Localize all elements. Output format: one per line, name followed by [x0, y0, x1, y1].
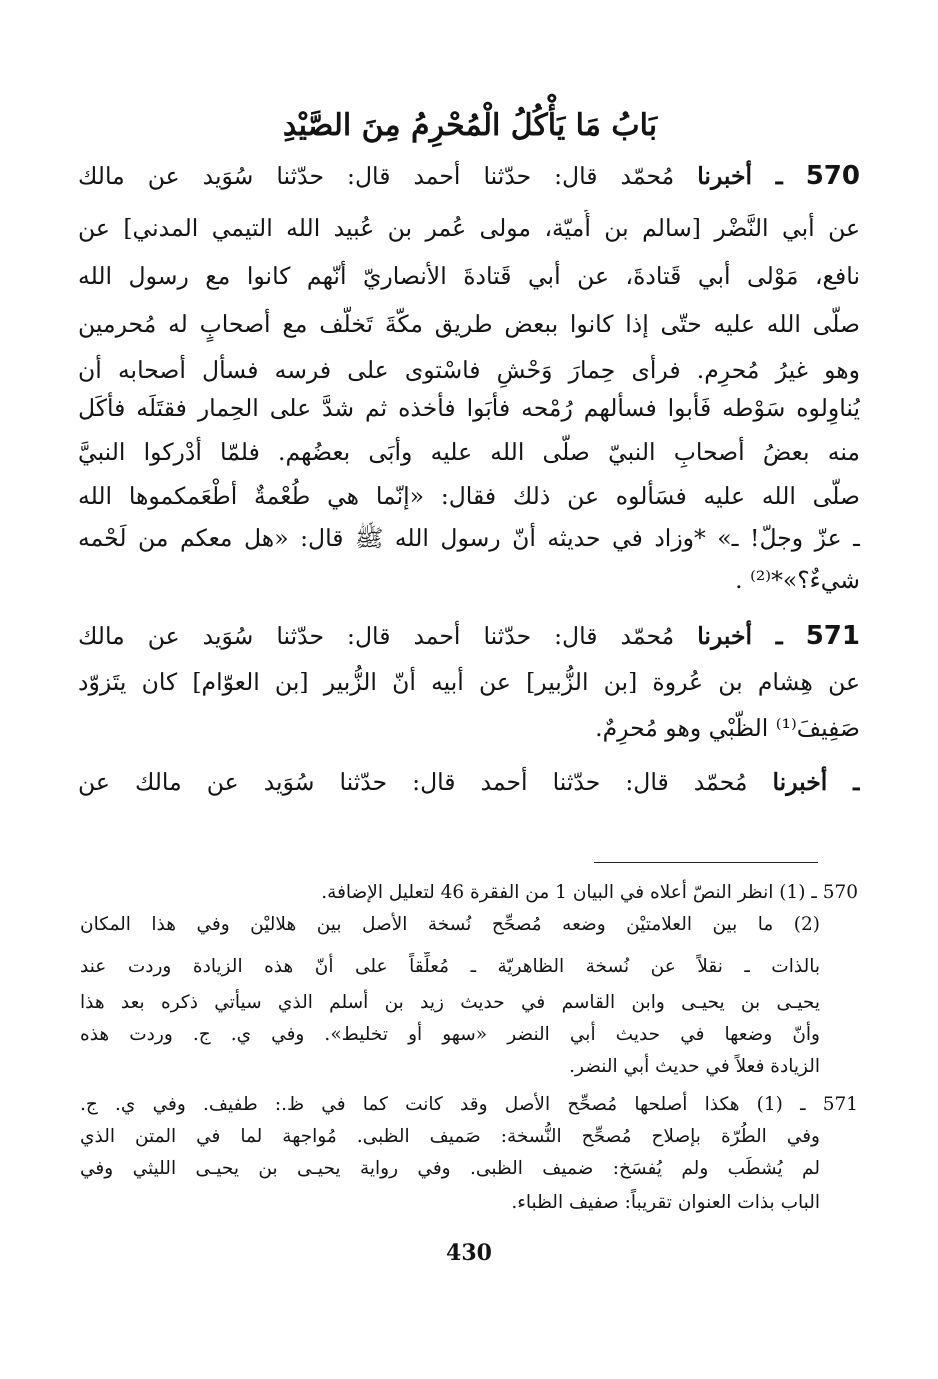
- footnote-line-4: يحيـى بن يحيـى وابن القاسم في حديث زيد بن أسلم الذي سيأتي ذكره بعد هذا: [80, 992, 820, 1013]
- body-line-13: صَفِيفَ⁽¹⁾ الظَّبْي وهو مُحرِمٌ.: [595, 714, 860, 742]
- body-line-2: عن أبي النَّضْر [سالم بن أُميّة، مولى عُمر بن عُبيد الله التيمي المدني] عن: [78, 214, 860, 242]
- body-line-4: صلّى الله عليه حتّى إذا كانوا ببعض طريق مكّةَ تَخلّف مع أصحابٍ له مُحرمين: [78, 310, 860, 338]
- body-line-11: [78, 618, 860, 654]
- paragraph-lead: ـ أخبرنا: [772, 768, 860, 796]
- footnote-separator: [594, 862, 818, 863]
- footnote-line-3: بالذات ـ نقلاً عن نُسخة الظاهريّة ـ مُعلِّقاً على أنّ هذه الزيادة وردت عند: [80, 956, 820, 977]
- body-line-3: نافع، مَوْلى أبي قَتادةَ، عن أبي قَتادةَ الأنصاريّ أنّهم كانوا مع رسول الله: [78, 262, 860, 290]
- body-line-1: [78, 158, 860, 194]
- body-line-7: منه بعضُ أصحابِ النبيّ صلّى الله عليه وأبَى بعضُهم. فلمّا أدْركوا النبيَّ: [78, 438, 860, 466]
- body-line-14: [78, 764, 860, 800]
- paragraph-number: 571: [805, 621, 860, 651]
- body-text: مُحمّد قال: حدّثنا أحمد قال: حدّثنا سُوَيد عن مالك عن: [78, 768, 748, 796]
- paragraph-lead: ـ أخبرنا: [697, 622, 783, 650]
- footnote-line-10: الباب بذات العنوان تقريباً: صفيف الظباء.: [511, 1192, 820, 1213]
- body-line-5: وهو غيرُ مُحرِم. فرأى حِمارَ وَحْشٍ فاسْتوى على فرسه فسأل أصحابه أن: [78, 356, 860, 384]
- body-line-8: صلّى الله عليه فسَألوه عن ذلك فقال: «إنّما هي طُعْمةٌ أطْعَمكموها الله: [78, 482, 860, 510]
- paragraph-number: 570: [805, 161, 860, 191]
- body-text: مُحمّد قال: حدّثنا أحمد قال: حدّثنا سُوَيد عن مالك: [78, 162, 675, 190]
- footnote-line-2: (2) ما بين العلامتيْن وضعه مُصحِّح نُسخة الأصل بين هلاليْن وفي هذا المكان: [80, 914, 820, 935]
- paragraph-lead: ـ أخبرنا: [697, 162, 783, 190]
- body-line-10: شيءٌ؟»*⁽²⁾ .: [735, 566, 860, 594]
- footnote-line-6: الزيادة فعلاً في حديث أبي النضر.: [569, 1056, 820, 1077]
- footnote-line-8: وفي الطُرّة بإصلاح مُصحِّح النُّسخة: صَميف الظبى. مُواجهة لما في المتن الذي: [80, 1126, 820, 1147]
- body-line-6: يُناوِلوه سَوْطه فَأبوا فسألهم رُمْحه فأبَوا فأخذه ثم شدَّ على الحِمار فقتَلَه فأكَل: [78, 394, 860, 422]
- footnote-line-5: وأنّ وضعها في حديث أبي النضر «سهو أو تخليط». وفي ي. ج. وردت هذه: [80, 1024, 820, 1045]
- body-line-12: عن هِشام بن عُروة [بن الزُّبير] عن أبيه أنّ الزُّبير [بن العوّام] كان يتَزوّد: [78, 668, 860, 696]
- chapter-title: بَابُ مَا يَأْكُلُ الْمُحْرِمُ مِنَ الصَّيْدِ: [282, 108, 658, 143]
- page-number: 430: [446, 1240, 492, 1266]
- body-line-9: ـ عزّ وجلّ! ـ» *وزاد في حديثه أنّ رسول الله ﷺ قال: «هل معكم من لَحْمه: [78, 524, 860, 552]
- footnote-line-9: لم يُشطَب ولم يُفسَخ: ضميف الظبى. وفي رواية يحيـى بن يحيـى الليثي وفي: [80, 1158, 820, 1179]
- footnote-line-1: 570 ـ (1) انظر النصّ أعلاه في البيان 1 من الفقرة 46 لتعليل الإضافة.: [321, 882, 858, 903]
- body-text: مُحمّد قال: حدّثنا أحمد قال: حدّثنا سُوَيد عن مالك: [78, 622, 675, 650]
- footnote-line-7: 571 ـ (1) هكذا أصلحها مُصحِّح الأصل وقد كانت كما في ظ.: طفيف. وفي ي. ج.: [80, 1094, 858, 1115]
